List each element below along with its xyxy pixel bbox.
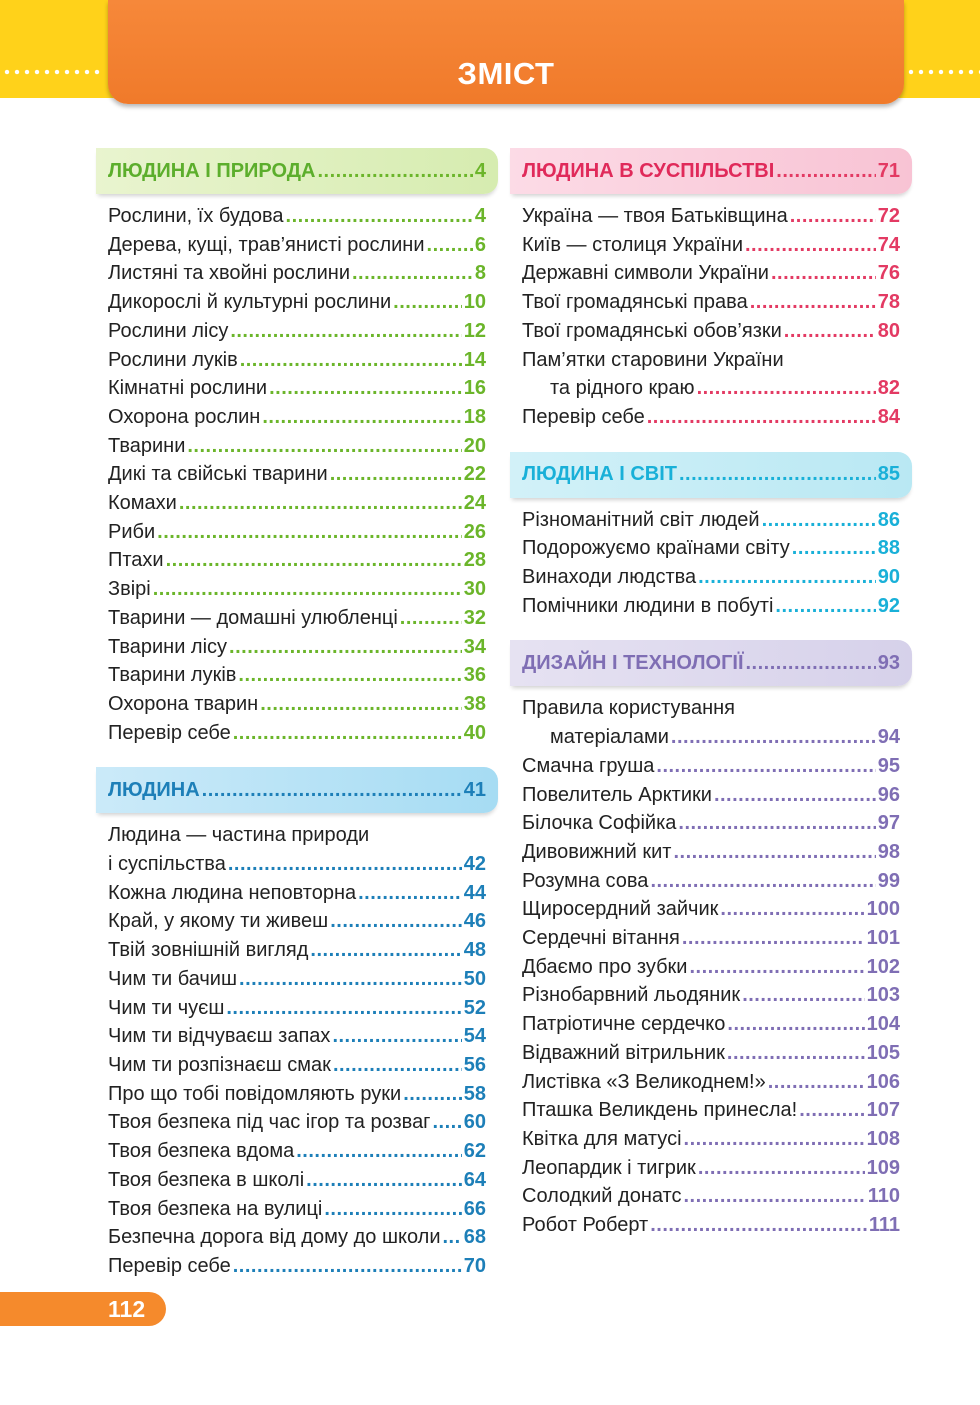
dot-leader [443,1223,462,1252]
entry-label: Твої громадянські обов’язки [522,319,782,342]
toc-entry[interactable] [522,259,900,288]
dot-leader [296,1137,462,1166]
toc-entry[interactable] [522,953,900,982]
dot-leader [776,160,875,183]
entry-label: Відважний вітрильник [522,1041,725,1064]
dot-leader [698,1154,865,1183]
dot-leader [403,1080,462,1109]
toc-entry[interactable] [108,604,486,633]
entry-list [510,694,912,1239]
dot-leader [745,231,876,260]
dot-leader [727,1039,865,1068]
dot-leader [697,374,876,403]
entry-label: Край, у якому ти живеш [108,910,329,933]
toc-entry[interactable] [108,259,486,288]
section-page: 4 [474,159,486,182]
entry-page: 28 [463,549,486,572]
toc-entry[interactable] [108,719,486,748]
entry-page: 99 [877,869,900,892]
toc-entry[interactable] [522,1182,900,1211]
toc-entry-first-line[interactable]: Пам’ятки старовини України [522,348,784,371]
entry-label: матеріалами [550,726,669,749]
entry-label: Дивовижний кит [522,840,672,863]
section-page: 41 [463,778,486,801]
entry-label: Пташка Великдень принесла! [522,1099,798,1122]
toc-entry[interactable] [108,1051,486,1080]
entry-label: Тварини [108,434,186,457]
toc-entry[interactable] [522,981,900,1010]
entry-label: Охорона тварин [108,692,259,715]
entry-label: Риби [108,520,156,543]
entry-page: 66 [463,1197,486,1220]
toc-entry[interactable] [108,518,486,547]
dot-leader [330,907,462,936]
toc-entry-first-line[interactable]: Правила користування [522,697,735,720]
dot-leader [226,994,461,1023]
entry-page: 78 [877,291,900,314]
dot-leader [240,346,462,375]
toc-entry[interactable] [522,403,900,432]
toc-entry[interactable] [108,317,486,346]
entry-page: 103 [866,984,900,1007]
entry-page: 86 [877,508,900,531]
entry-page: 98 [877,840,900,863]
dot-leader [202,779,462,802]
entry-page: 10 [463,291,486,314]
entry-page: 80 [877,319,900,342]
entry-page: 68 [463,1226,486,1249]
entry-label: Чим ти бачиш [108,967,238,990]
decorative-dots-right [906,69,980,75]
dot-leader [179,489,462,518]
entry-label: Кімнатні рослини [108,377,268,400]
entry-label: Перевір себе [108,721,231,744]
toc-entry[interactable] [108,1195,486,1224]
toc-entry[interactable] [108,288,486,317]
section-nature [96,148,498,747]
entry-page: 90 [877,566,900,589]
dot-leader [238,661,461,690]
dot-leader [187,432,461,461]
section-page: 71 [877,159,900,182]
toc-entry[interactable] [522,895,900,924]
entry-label: Тварини лісу [108,635,228,658]
entry-label: Розумна сова [522,869,649,892]
dot-leader [792,534,876,563]
entry-page: 62 [463,1140,486,1163]
entry-label: Птахи [108,549,164,572]
dot-leader [742,981,864,1010]
entry-page: 107 [866,1099,900,1122]
entry-page: 106 [866,1070,900,1093]
entry-label: Перевір себе [522,405,645,428]
entry-page: 20 [463,434,486,457]
entry-label: Щиросердний зайчик [522,898,719,921]
toc-entry[interactable] [108,936,486,965]
entry-label: Кожна людина неповторна [108,881,357,904]
entry-label: Патріотичне сердечко [522,1013,726,1036]
toc-entry[interactable] [522,924,900,953]
dot-leader [768,1068,865,1097]
dot-leader [671,723,876,752]
entry-label: Рослини, їх будова [108,205,284,227]
section-page: 85 [877,463,900,486]
entry-label: і суспільства [108,853,226,876]
section-title: ЛЮДИНА І СВІТ [522,463,677,486]
toc-entry[interactable] [522,781,900,810]
dot-leader [393,288,462,317]
section-title: ЛЮДИНА І ПРИРОДА [108,159,316,182]
page-title: ЗМІСТ [457,56,555,91]
dot-leader [286,202,473,231]
entry-label: Дикорослі й культурні рослини [108,291,392,314]
dot-leader [683,1182,865,1211]
entry-label: Державні символи України [522,262,769,285]
entry-label: Повелитель Арктики [522,783,712,806]
dot-leader [269,374,462,403]
page-number: 112 [108,1295,146,1322]
entry-label: та рідного краю [550,377,695,400]
section-world [510,452,912,621]
toc-entry[interactable] [522,534,900,563]
toc-entry[interactable] [522,1096,900,1125]
toc-entry[interactable] [108,432,486,461]
entry-page: 14 [463,348,486,371]
entry-page: 97 [877,812,900,835]
entry-page: 42 [463,853,486,876]
dot-leader [656,752,875,781]
toc-entry[interactable] [108,850,486,879]
dot-leader [153,575,462,604]
dot-leader [230,317,461,346]
entry-label: Перевір себе [108,1254,231,1277]
dot-leader [306,1166,462,1195]
section-design [510,640,912,1239]
entry-label: Тварини луків [108,664,237,687]
entry-label: Дерева, кущі, трав’янисті рослини [108,233,425,256]
entry-page: 111 [868,1214,900,1237]
section-header[interactable] [510,640,912,686]
entry-page: 84 [877,405,900,428]
entry-page: 92 [877,594,900,617]
toc-entry[interactable] [108,907,486,936]
entry-page: 52 [463,996,486,1019]
dot-leader [682,924,865,953]
section-page: 93 [877,651,900,674]
toc-entry[interactable] [108,546,486,575]
entry-page: 58 [463,1082,486,1105]
dot-leader [698,563,876,592]
entry-label: Україна — твоя Батьківщина [522,205,788,227]
entry-label: Листівка «З Великоднем!» [522,1070,766,1093]
section-header[interactable] [510,452,912,498]
entry-page: 30 [463,578,486,601]
entry-label: Листяні та хвойні рослини [108,262,350,285]
entry-page: 108 [866,1127,900,1150]
dot-leader [324,1195,461,1224]
entry-label: Про що тобі повідомляють руки [108,1082,402,1105]
entry-page: 70 [463,1254,486,1277]
entry-label: Помічники людини в побуті [522,594,774,617]
entry-page: 38 [463,692,486,715]
toc-entry[interactable] [522,867,900,896]
entry-label: Смачна груша [522,754,655,777]
entry-label: Квітка для матусі [522,1127,682,1150]
toc-entry[interactable] [522,1154,900,1183]
dot-leader [400,604,462,633]
dot-leader [679,463,876,486]
entry-label: Дикі та свійські тварини [108,463,328,486]
toc-entry[interactable] [522,202,900,231]
toc-entry[interactable] [522,838,900,867]
dot-leader [427,231,473,260]
toc-entry[interactable] [108,231,486,260]
section-society [510,148,912,432]
entry-page: 101 [866,927,900,950]
entry-page: 74 [877,233,900,256]
dot-leader [714,781,876,810]
entry-page: 95 [877,754,900,777]
toc-entry[interactable] [522,1068,900,1097]
entry-label: Твоя безпека в школі [108,1168,305,1191]
entry-page: 88 [877,537,900,560]
toc-entry[interactable] [108,1022,486,1051]
entry-list [510,506,912,621]
toc-entry[interactable] [108,1137,486,1166]
entry-label: Охорона рослин [108,405,261,428]
entry-list [96,202,498,747]
entry-page: 6 [474,233,486,256]
dot-leader [233,719,462,748]
entry-page: 22 [463,463,486,486]
dot-leader [727,1010,864,1039]
entry-page: 110 [867,1185,900,1208]
toc-entry[interactable] [522,809,900,838]
dot-leader [332,1022,461,1051]
dot-leader [330,460,462,489]
entry-label: Різноманітний світ людей [522,508,760,531]
entry-label: Київ — столиця України [522,233,743,256]
entry-page: 34 [463,635,486,658]
entry-page: 102 [866,955,900,978]
entry-label: Солодкий донатс [522,1185,682,1208]
toc-entry[interactable] [108,633,486,662]
toc-entry[interactable] [522,374,900,403]
toc-entry[interactable] [108,661,486,690]
toc-entry[interactable] [108,1080,486,1109]
entry-page: 100 [866,898,900,921]
entry-page: 96 [877,783,900,806]
dot-leader [678,809,875,838]
dot-leader [229,633,462,662]
page-number-tab [0,1292,166,1326]
toc-entry[interactable] [522,563,900,592]
dot-leader [157,518,462,547]
entry-label: Звірі [108,578,151,601]
toc-entry[interactable] [522,506,900,535]
dot-leader [650,867,875,896]
dot-leader [684,1125,865,1154]
entry-page: 109 [866,1156,900,1179]
dot-leader [762,506,876,535]
toc-entry[interactable] [108,374,486,403]
entry-page: 44 [463,881,486,904]
entry-page: 36 [463,664,486,687]
entry-page: 56 [463,1053,486,1076]
section-title: ЛЮДИНА В СУСПІЛЬСТВІ [522,159,775,182]
entry-label: Білочка Софійка [522,812,677,835]
toc-entry[interactable] [108,460,486,489]
left-column [96,148,498,1301]
section-header[interactable] [96,767,498,813]
dot-leader [784,317,876,346]
section-title: ДИЗАЙН І ТЕХНОЛОГІЇ [522,651,744,674]
entry-label: Чим ти відчуваєш запах [108,1025,331,1048]
dot-leader [750,288,876,317]
entry-label: Твоя безпека під час ігор та розваг [108,1111,431,1134]
section-title: ЛЮДИНА [108,778,200,801]
toc-entry-first-line[interactable]: Людина — частина природи [108,824,370,847]
toc-entry[interactable] [522,592,900,621]
entry-page: 24 [463,492,486,515]
dot-leader [720,895,864,924]
entry-page: 4 [474,205,486,227]
dot-leader [790,202,876,231]
toc-entry[interactable] [108,489,486,518]
entry-label: Робот Роберт [522,1214,649,1237]
toc-entry[interactable] [522,231,900,260]
entry-label: Різнобарвний льодяник [522,984,741,1007]
entry-label: Твої громадянські права [522,291,748,314]
dot-leader [650,1211,867,1240]
toc-entry[interactable] [108,965,486,994]
entry-label: Рослини лісу [108,319,229,342]
entry-page: 12 [463,319,486,342]
section-human [96,767,498,1280]
dot-leader [333,1051,462,1080]
dot-leader [262,403,461,432]
toc-entry[interactable] [522,723,900,752]
right-column [510,148,912,1260]
entry-label: Твоя безпека на вулиці [108,1197,323,1220]
dot-leader [318,160,473,183]
entry-page: 82 [877,377,900,400]
toc-entry[interactable] [108,879,486,908]
dot-leader [673,838,875,867]
toc-entry[interactable] [108,1252,486,1281]
entry-label: Сердечні вітання [522,927,680,950]
entry-page: 46 [463,910,486,933]
entry-list [96,821,498,1280]
entry-page: 40 [463,721,486,744]
dot-leader [745,652,875,675]
entry-label: Подорожуємо країнами світу [522,537,790,560]
entry-page: 72 [877,205,900,227]
entry-page: 50 [463,967,486,990]
toc-entry[interactable] [108,1223,486,1252]
toc-entry[interactable] [108,575,486,604]
entry-page: 76 [877,262,900,285]
decorative-dots-left [2,69,104,75]
entry-list [510,202,912,432]
dot-leader [228,850,462,879]
dot-leader [771,259,876,288]
entry-page: 60 [463,1111,486,1134]
entry-label: Леопардик і тигрик [522,1156,696,1179]
toc-entry[interactable] [108,1166,486,1195]
toc-entry[interactable] [522,317,900,346]
entry-page: 94 [877,726,900,749]
entry-label: Твій зовнішній вигляд [108,939,309,962]
entry-page: 26 [463,520,486,543]
entry-label: Рослини луків [108,348,238,371]
toc-entry[interactable] [522,1039,900,1068]
entry-label: Дбаємо про зубки [522,955,688,978]
section-header[interactable] [510,148,912,194]
toc-entry[interactable] [108,690,486,719]
toc-entry[interactable] [108,403,486,432]
entry-page: 54 [463,1025,486,1048]
entry-page: 48 [463,939,486,962]
dot-leader [239,965,462,994]
dot-leader [352,259,473,288]
dot-leader [689,953,864,982]
entry-page: 18 [463,405,486,428]
entry-page: 64 [463,1168,486,1191]
entry-label: Тварини — домашні улюбленці [108,606,398,629]
title-tab [108,0,904,104]
entry-label: Комахи [108,492,177,515]
dot-leader [647,403,876,432]
dot-leader [233,1252,462,1281]
toc-entry[interactable] [522,1125,900,1154]
toc-entry[interactable] [522,288,900,317]
toc-entry[interactable] [108,202,486,231]
dot-leader [432,1108,461,1137]
dot-leader [358,879,462,908]
entry-page: 8 [474,262,486,285]
entry-page: 32 [463,606,486,629]
dot-leader [799,1096,864,1125]
entry-page: 105 [866,1041,900,1064]
dot-leader [775,592,875,621]
dot-leader [166,546,462,575]
toc-entry[interactable] [108,1108,486,1137]
entry-label: Винаходи людства [522,566,697,589]
toc-entry[interactable] [522,1010,900,1039]
toc-entry[interactable] [522,752,900,781]
toc-entry[interactable] [108,346,486,375]
entry-page: 16 [463,377,486,400]
entry-page: 104 [866,1013,900,1036]
dot-leader [260,690,462,719]
entry-label: Безпечна дорога від дому до школи [108,1226,441,1249]
entry-label: Чим ти чуєш [108,996,225,1019]
dot-leader [310,936,461,965]
entry-label: Твоя безпека вдома [108,1140,295,1163]
entry-label: Чим ти розпізнаєш смак [108,1053,331,1076]
toc-entry[interactable] [108,994,486,1023]
section-header[interactable] [96,148,498,194]
toc-entry[interactable] [522,1211,900,1240]
